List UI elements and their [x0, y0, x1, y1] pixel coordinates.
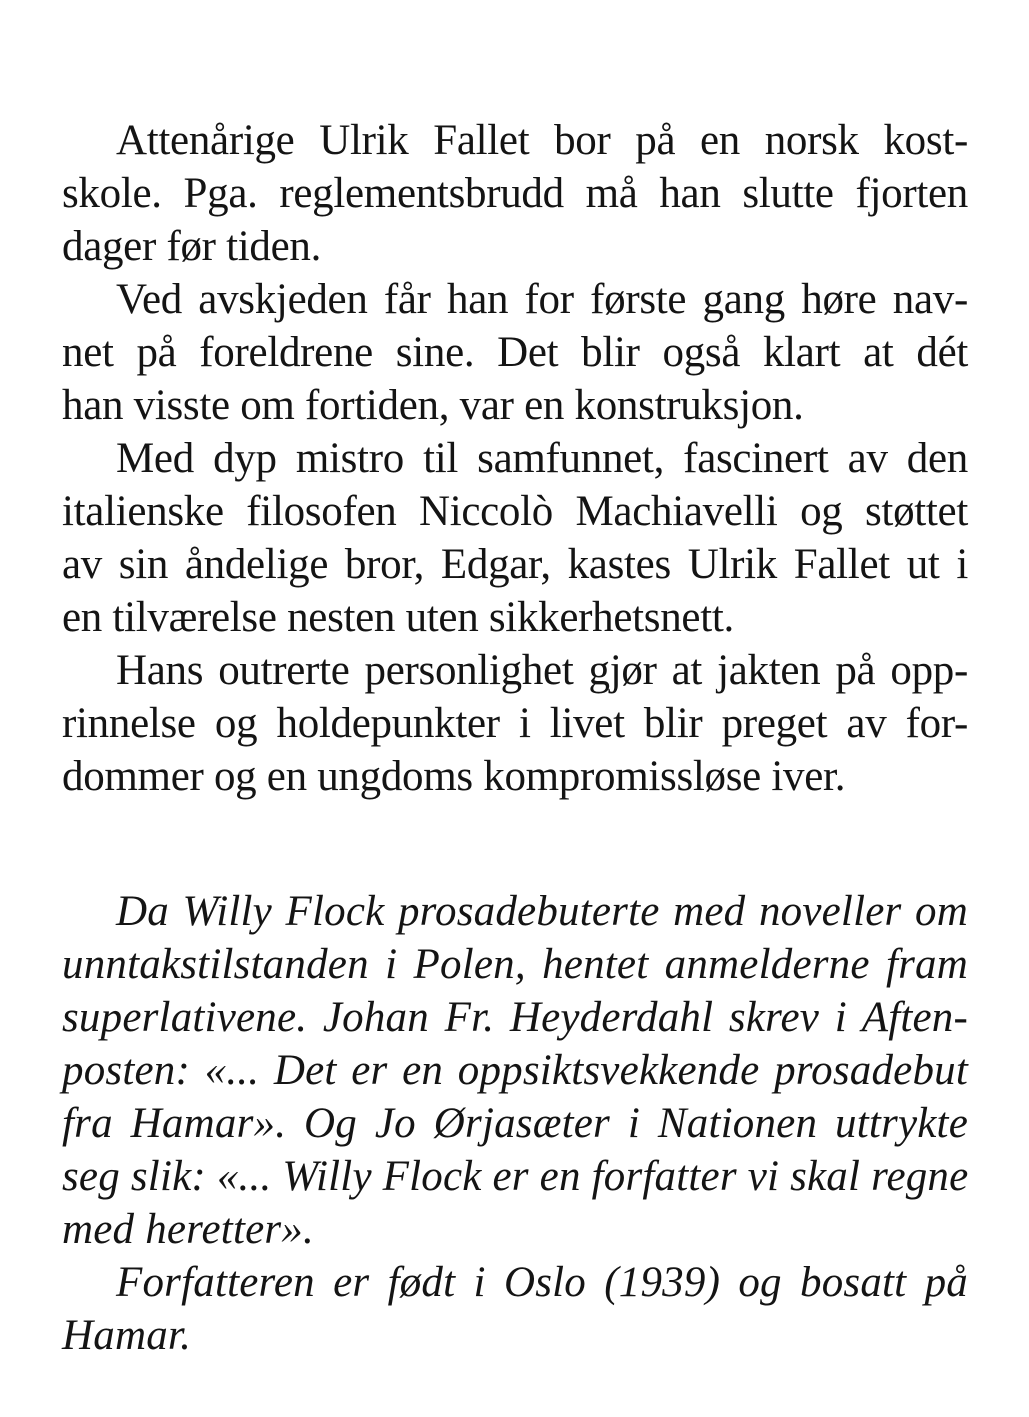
- text-line: han visste om fortiden, var en konstruksjon.: [62, 382, 804, 429]
- blurb-paragraph: [62, 273, 968, 432]
- text-line: Med dyp mistro til samfunnet, fascinert av den: [116, 435, 968, 482]
- blurb-paragraph: [62, 432, 968, 644]
- text-line: italienske filosofen Niccolò Machiavelli og støttet: [62, 488, 968, 535]
- text-line: posten: «... Det er en oppsiktsvekkende prosadebut: [62, 1047, 968, 1094]
- text-line: superlativene. Johan Fr. Heyderdahl skrev i Aften-: [62, 994, 968, 1041]
- text-line: en tilværelse nesten uten sikkerhetsnett.: [62, 594, 734, 641]
- text-line: skole. Pga. reglementsbrudd må han slutte fjorten: [62, 170, 968, 217]
- text-line: dommer og en ungdoms kompromissløse iver.: [62, 753, 846, 800]
- text-line: Forfatteren er født i Oslo (1939) og bosatt på: [116, 1259, 968, 1306]
- text-line: Hans outrerte personlighet gjør at jakten på opp-: [116, 647, 968, 694]
- bio-paragraph: [62, 1256, 968, 1362]
- book-blurb: [62, 114, 968, 803]
- blurb-paragraph: [62, 114, 968, 273]
- author-bio: [62, 885, 968, 1362]
- blurb-paragraph: [62, 644, 968, 803]
- text-line: Attenårige Ulrik Fallet bor på en norsk kost-: [116, 117, 968, 164]
- text-line: Da Willy Flock prosadebuterte med noveller om: [116, 888, 968, 935]
- text-line: unntakstilstanden i Polen, hentet anmelderne fram: [62, 941, 968, 988]
- text-line: Ved avskjeden får han for første gang høre nav-: [116, 276, 968, 323]
- text-line: net på foreldrene sine. Det blir også klart at dét: [62, 329, 968, 376]
- text-line: seg slik: «... Willy Flock er en forfatter vi skal regne: [62, 1153, 969, 1200]
- text-line: med heretter».: [62, 1206, 314, 1253]
- text-line: Hamar.: [62, 1312, 192, 1359]
- text-line: dager før tiden.: [62, 223, 322, 270]
- text-line: fra Hamar». Og Jo Ørjasæter i Nationen uttrykte: [62, 1100, 968, 1147]
- text-line: av sin åndelige bror, Edgar, kastes Ulrik Fallet ut i: [62, 541, 968, 588]
- text-line: rinnelse og holdepunkter i livet blir preget av for-: [62, 700, 968, 747]
- bio-paragraph: [62, 885, 968, 1256]
